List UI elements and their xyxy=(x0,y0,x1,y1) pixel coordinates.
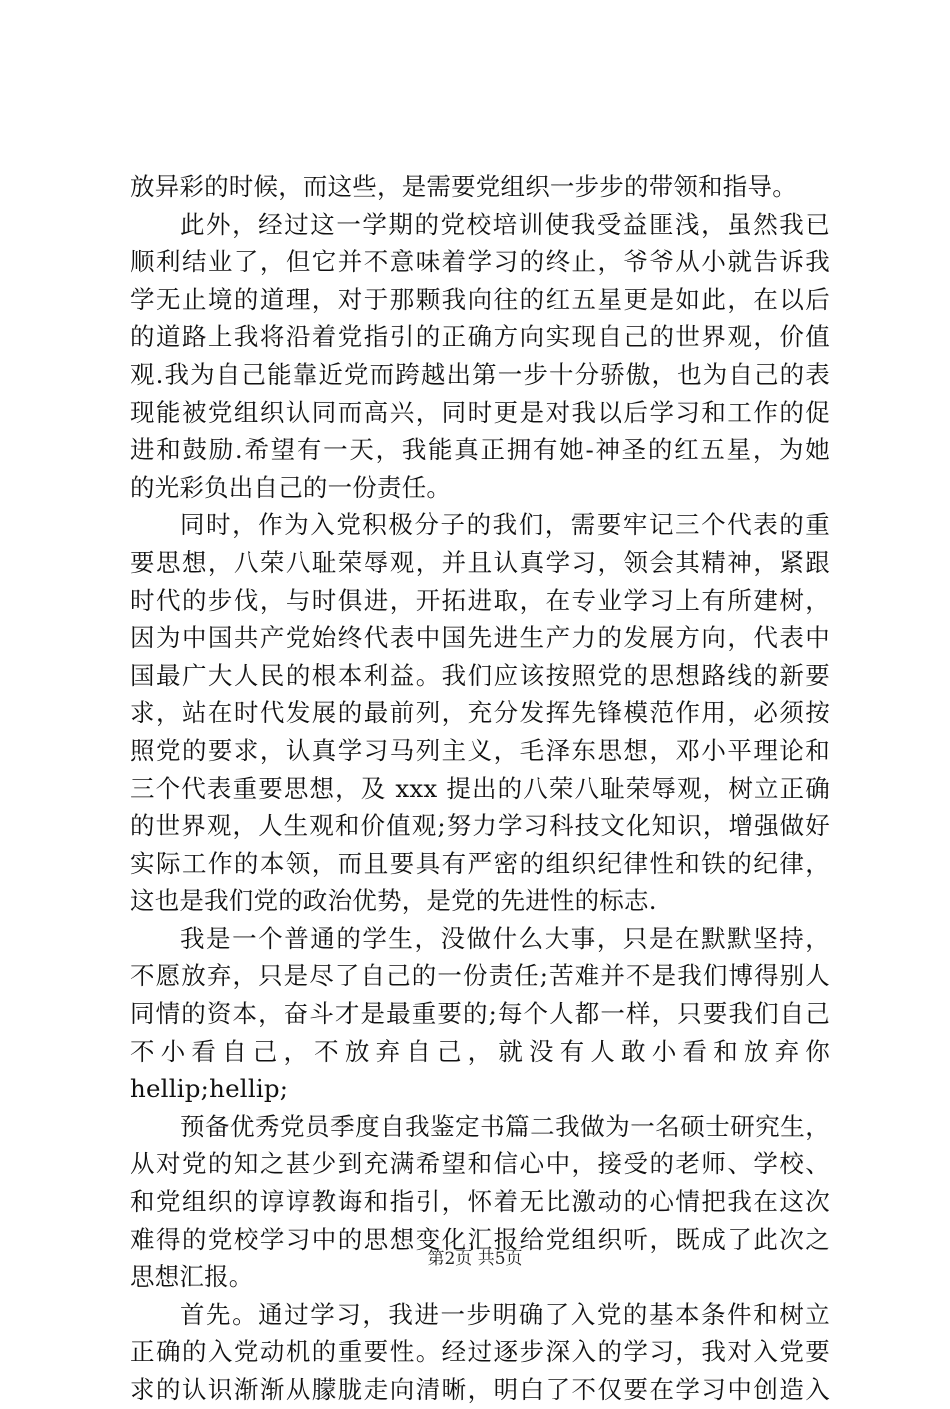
text-line: 不小看自己，不放弃自己，就没有人敢小看和放弃你 xyxy=(130,1036,830,1066)
text-line: 要思想，八荣八耻荣辱观，并且认真学习，领会其精神，紧跟 xyxy=(130,547,830,577)
text-line: 思想汇报。 xyxy=(130,1262,254,1292)
document-body xyxy=(130,168,830,1409)
text-line: 的光彩负出自己的一份责任。 xyxy=(130,472,452,502)
paragraph xyxy=(130,506,830,920)
paragraph xyxy=(130,206,830,507)
text-line: 国最广大人民的根本利益。我们应该按照党的思想路线的新要 xyxy=(130,660,830,690)
text-line: 时代的步伐，与时俱进，开拓进取，在专业学习上有所建树， xyxy=(130,585,830,615)
text-line: 的道路上我将沿着党指引的正确方向实现自己的世界观，价值 xyxy=(130,322,830,352)
text-line: 和党组织的谆谆教诲和指引，怀着无比激动的心情把我在这次 xyxy=(130,1187,830,1217)
text-line: 不愿放弃，只是尽了自己的一份责任;苦难并不是我们博得别人 xyxy=(130,961,830,991)
text-line: 我是一个普通的学生，没做什么大事，只是在默默坚持， xyxy=(180,923,830,953)
text-line: 这也是我们党的政治优势，是党的先进性的标志. xyxy=(130,886,657,916)
text-line: 因为中国共产党始终代表中国先进生产力的发展方向，代表中 xyxy=(130,623,830,653)
text-line: 同时，作为入党积极分子的我们，需要牢记三个代表的重 xyxy=(180,510,830,540)
text-line: 顺利结业了，但它并不意味着学习的终止，爷爷从小就告诉我 xyxy=(130,247,830,277)
text-line: 难得的党校学习中的思想变化汇报给党组织听，既成了此次之 xyxy=(130,1224,830,1254)
text-line: 求的认识渐渐从朦胧走向清晰，明白了不仅要在学习中创造入 xyxy=(130,1375,830,1404)
paragraph xyxy=(130,920,830,1108)
text-line: 照党的要求，认真学习马列主义，毛泽东思想，邓小平理论和 xyxy=(130,735,830,765)
text-line: 放异彩的时候，而这些，是需要党组织一步步的带领和指导。 xyxy=(130,172,797,201)
text-line: 的世界观，人生观和价值观;努力学习科技文化知识，增强做好 xyxy=(130,811,830,841)
text-line: 三个代表重要思想，及 xxx 提出的八荣八耻荣辱观，树立正确 xyxy=(130,773,830,803)
text-line: 预备优秀党员季度自我鉴定书篇二我做为一名硕士研究生， xyxy=(180,1111,830,1141)
text-line: 实际工作的本领，而且要具有严密的组织纪律性和铁的纪律， xyxy=(130,848,830,878)
text-line: 首先。通过学习，我进一步明确了入党的基本条件和树立 xyxy=(180,1299,830,1329)
text-line: 求，站在时代发展的最前列，充分发挥先锋模范作用，必须按 xyxy=(130,698,830,728)
page-number-footer: 第2页 共5页 xyxy=(427,1249,523,1269)
text-line: 观.我为自己能靠近党而跨越出第一步十分骄傲，也为自己的表 xyxy=(130,359,830,389)
text-line: 此外，经过这一学期的党校培训使我受益匪浅，虽然我已 xyxy=(180,209,830,239)
text-line: 现能被党组织认同而高兴，同时更是对我以后学习和工作的促 xyxy=(130,397,830,427)
text-line: 从对党的知之甚少到充满希望和信心中，接受的老师、学校、 xyxy=(130,1149,830,1179)
text-line: 同情的资本，奋斗才是最重要的;每个人都一样，只要我们自己 xyxy=(130,999,830,1029)
text-line: 学无止境的道理，对于那颗我向往的红五星更是如此，在以后 xyxy=(130,284,830,314)
paragraph xyxy=(130,1296,830,1409)
text-line: 正确的入党动机的重要性。经过逐步深入的学习，我对入党要 xyxy=(130,1337,830,1367)
paragraph xyxy=(130,168,830,206)
text-line: hellip;hellip; xyxy=(130,1074,289,1104)
text-line: 进和鼓励.希望有一天，我能真正拥有她-神圣的红五星，为她 xyxy=(130,435,830,465)
